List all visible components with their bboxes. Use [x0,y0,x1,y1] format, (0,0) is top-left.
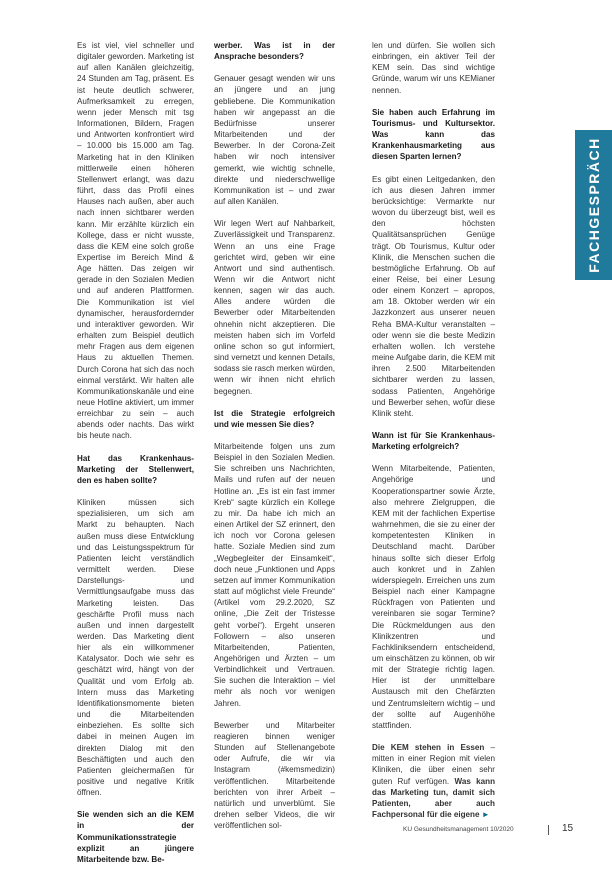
body-paragraph: Mitarbeitende folgen uns zum Beispiel in den Sozialen Medien. Sie schreiben uns Nachrichten, Mails und rufen auf der neuen Hotline an. „Es ist ein fast immer Kreb“ sagte kürzlich ein Kollege zu mir. Da habe ich mich an einen Artikel der SZ erinnert, den ich noch vor Corona gelesen hatte. Soziale Medien sind zum „Wegbegleiter der Einsamkeit“, doch neue „Funktionen und Apps setzen auf immer Kommunikation statt auf möglichst viele Freunde“ (Artikel vom 29.2.2020, SZ online, „Die Zeit der Tristesse geht vorbei“). Ergeht unseren Followern – also unseren Mitarbeitenden, Patienten, Angehörigen und Ärzten – um Verbindlichkeit und Vertrauen. Sie suchen die Interaktion – viel mehr als noch vor wenigen Jahren. [214,442,335,708]
column-1 [77,40,194,876]
body-paragraph: Es ist viel, viel schneller und digitaler geworden. Marketing ist auf allen Kanälen gleichzeitig, 24 Stunden am Tag, präsent. Es ist heute deutlich schwerer, Aufmerksamkeit zu erregen, wenn jeder Mensch mit tsg Informationen, Bildern, Fragen und Antworten konfrontiert wird – 10.000 bis 15.000 am Tag. Marketing hat in den Kliniken mittlerweile einen höheren Stellenwert erlangt, was dazu führt, dass das Profil eines Hauses nach außen, aber auch nach innen sichtbarer werden kann. Mir erzählte kürzlich ein Kollege, dass er nicht wusste, dass die KEM eine solch große Expertise im Bereich Mind & Age hätten. Das zeigen wir gerade in den Sozialen Medien und auf anderen Plattformen. Die Kommunikation ist viel dynamischer, herausfordernder und interaktiver geworden. Wir erhalten zum Beispiel deutlich mehr Fragen aus dem eigenen Haus zu aktuellen Themen. Durch Corona hat sich das noch einmal verstärkt. Wir halten alle Kommunikationskanäle und eine neue Hotline aktiviert, um immer erreichbar zu sein – auch abends oder nachts. Das wirkt bis heute nach. [77,41,194,441]
question-heading: Was kann das Marketing tun, damit sich Patienten, aber auch Fachpersonal für die eigene [372,776,496,819]
question-heading: Sie wenden sich an die KEM in der Kommunikationsstrategie explizit an jüngere Mitarbeitende bzw. Be- [77,810,194,864]
body-paragraph: Wir legen Wert auf Nahbarkeit, Zuverlässigkeit und Transparenz. Wenn an uns eine Frage gerichtet wird, geben wir eine Antwort und sind authentisch. Wenn wir die Antwort nicht kennen, sagen wir das auch. Alles andere würden die Bewerber oder Mitarbeitenden ohnehin nicht akzeptieren. Die meisten haben sich im Vorfeld online schon so gut informiert, sind vernetzt und kennen Details, sodass sie rasch merken würden, wenn wir ihnen nicht ehrlich begegnen. [214,219,335,396]
body-paragraph: Bewerber und Mitarbeiter reagieren binnen weniger Stunden auf Stellenangebote oder Aufrufe, die wir via Instagram (#kemsmedizin) veröffentlichen. Mitarbeitende berichten von ihrer Arbeit – natürlich und unverblümt. Sie drehen selber Videos, die wir veröffentlichen sol- [214,720,335,831]
question-heading: werber. Was ist in der Ansprache besonders? [214,41,335,62]
lead-bold-text: Die KEM stehen in Essen [372,743,485,753]
page-number: 15 [562,823,574,834]
section-tab [575,130,612,280]
body-paragraph: len und dürfen. Sie wollen sich einbringen, ein aktiver Teil der KEM sein. Das sind wichtige Gründe, warum wir uns KEMianer nennen. [372,41,495,95]
lead-text: – mitten in einer Region mit vielen Kliniken, die über einen sehr guten Ruf verfügen. [372,743,495,786]
page-footer [0,822,612,838]
footer-divider [548,825,549,835]
continue-arrow-icon: ► [481,810,490,819]
question-heading: Ist die Strategie erfolgreich und wie messen Sie dies? [214,408,335,429]
question-heading: Wann ist für Sie Krankenhaus-Marketing erfolgreich? [372,431,495,452]
column-3 [372,40,495,831]
body-paragraph: Wenn Mitarbeitende, Patienten, Angehörige und Kooperationspartner sowie Ärzte, also mehrere Zielgruppen, die KEM mit der fachlichen Expertise wahrnehmen, die sie zu einer der kompetentesten Kliniken in Deutschland macht. Darüber hinaus sollte sich dieser Erfolg auch konkret und in Zahlen widerspiegeln. Erreichen uns zum Beispiel nach einer Kampagne Rückfragen von Patienten und vereinbaren sie sogar Termine? Die Rückmeldungen aus den Klinikzentren und Fachkliniksendern entscheidend, um einschätzen zu können, ob wir mit der Strategie richtig lagen. Hier ist der unmittelbare Austausch mit den Chefärzten und Zentrumsleitern wichtig – und der sollte auf Augenhöhe stattfinden. [372,464,495,730]
journal-name: KU Gesundheitsmanagement 10/2020 [403,826,514,833]
section-tab-label: FACHGESPRÄCH [585,137,602,273]
question-heading: Hat das Krankenhaus-Marketing der Stellenwert, den es haben sollte? [77,453,194,485]
column-2 [214,40,335,842]
body-paragraph: Kliniken müssen sich spezialisieren, um sich am Markt zu behaupten. Nach außen muss diese Entwicklung und das Leistungsspektrum für Patienten leicht verständlich vermittelt werden. Diese Darstellungs- und Vermittlungsaufgabe muss das Marketing leisten. Das geschärfte Profil muss nach außen und innen dargestellt werden. Das Marketing dient hier als ein willkommener Katalysator. Doch wie sehr es geschätzt wird, hängt von der Qualität und vom Erfolg ab. Intern muss das Marketing Identifikationsmomente bieten und die Mitarbeitenden einbeziehen. Es sollte sich dabei in meinen Augen im direkten Dialog mit den Beschäftigten und auch den Patienten gleichermaßen für positive und negative Kritik öffnen. [77,498,194,798]
question-heading: Sie haben auch Erfahrung im Tourismus- und Kultursektor. Was kann das Krankenhausmarketing aus diesen Sparten lernen? [372,107,495,162]
closing-paragraph [372,742,495,820]
body-paragraph: Es gibt einen Leitgedanken, den ich aus diesen Jahren immer berücksichtige: Vermarkte nur wovon du überzeugt bist, weil es den höchsten Qualitätsansprüchen Genüge trägt. Ob Tourismus, Kultur oder Klinik, die Menschen suchen die bestmögliche Erfahrung. Ob auf einer Reise, bei einer Lesung oder einem Konzert – apropos, am 18. Oktober werden wir ein Jazzkonzert aus unserer neuen Reha BMA-Kultur veranstalten – oder wenn sie die beste Medizin erhalten wollen. Ich verstehe meine Aufgabe darin, die KEM mit ihren 2.500 Mitarbeitenden sichtbarer werden zu lassen, sodass Patienten, Angehörige und Bewerber sehen, wofür diese Klinik steht. [372,174,495,418]
body-paragraph: Genauer gesagt wenden wir uns an jüngere und an jung gebliebene. Die Kommunikation haben wir angepasst an die Bedürfnisse unserer Mitarbeitenden und der Bewerber. In der Corona-Zeit haben wir noch intensiver gemerkt, wie wichtig schnelle, direkte und niederschwellige Kommunikation ist – und zwar auf allen Kanälen. [214,74,335,207]
